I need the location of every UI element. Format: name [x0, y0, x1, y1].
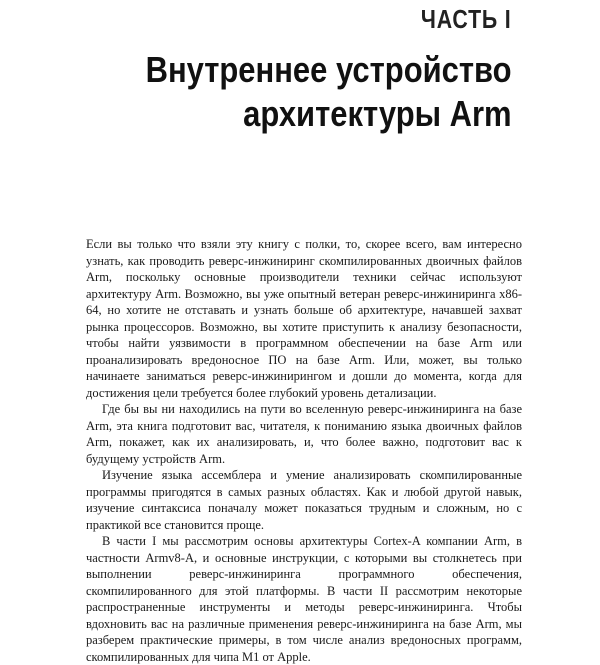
chapter-title-line-2: архитектуры Arm — [243, 93, 512, 134]
paragraph-2: Где бы вы ни находились на пути во вселенную реверс-инжиниринга на базе Arm, эта книга подготовит вас, читателя, к пониманию языка двоичных файлов Arm, покажет, как их анализировать, и, что более важно, подготовит вас к будущему устройств Arm. — [86, 402, 522, 466]
paragraph-1: Если вы только что взяли эту книгу с полки, то, скорее всего, вам интересно узнать, как проводить реверс-инжиниринг скомпилированных двоичных файлов Arm, поскольку основные производители техники сейчас используют архитектуру Arm. Возможно, вы уже опытный ветеран реверс-инжиниринга x86-64, но хотите не отставать и узнать больше об архитектуре, начавшей захват рынка процессоров. Возможно, вы хотите приступить к анализу безопасности, чтобы найти уязвимости в программном обеспечении на базе Arm или проанализировать вредоносное ПО на базе Arm. Или, может, вы только начинаете заниматься реверс-инжинирингом и дошли до момента, когда для достижения цели требуется более глубокий уровень детализации. — [86, 237, 522, 400]
chapter-title — [146, 48, 512, 136]
chapter-title-line-1: Внутреннее устройство — [146, 49, 512, 90]
paragraph-3: Изучение языка ассемблера и умение анализировать скомпилированные программы пригодятся в самых разных областях. Как и любой другой навык, изучение синтаксиса поначалу может показаться трудным и сложным, но с практикой все становится проще. — [86, 468, 522, 532]
body-text — [86, 236, 522, 665]
part-label: ЧАСТЬ I — [421, 4, 512, 34]
paragraph-4: В части I мы рассмотрим основы архитектуры Cortex-A компании Arm, в частности Armv8-A, и основные инструкции, с которыми вы столкнетесь при выполнении реверс-инжиниринга программного обеспечения, скомпилированного для этой платформы. В части II рассмотрим некоторые распространенные инструменты и методы реверс-инжиниринга. Чтобы вдохновить вас на различные применения реверс-инжиниринга на базе Arm, мы разберем практические примеры, в том числе анализ вредоносных программ, скомпилированных для чипа M1 от Apple. — [86, 534, 522, 664]
